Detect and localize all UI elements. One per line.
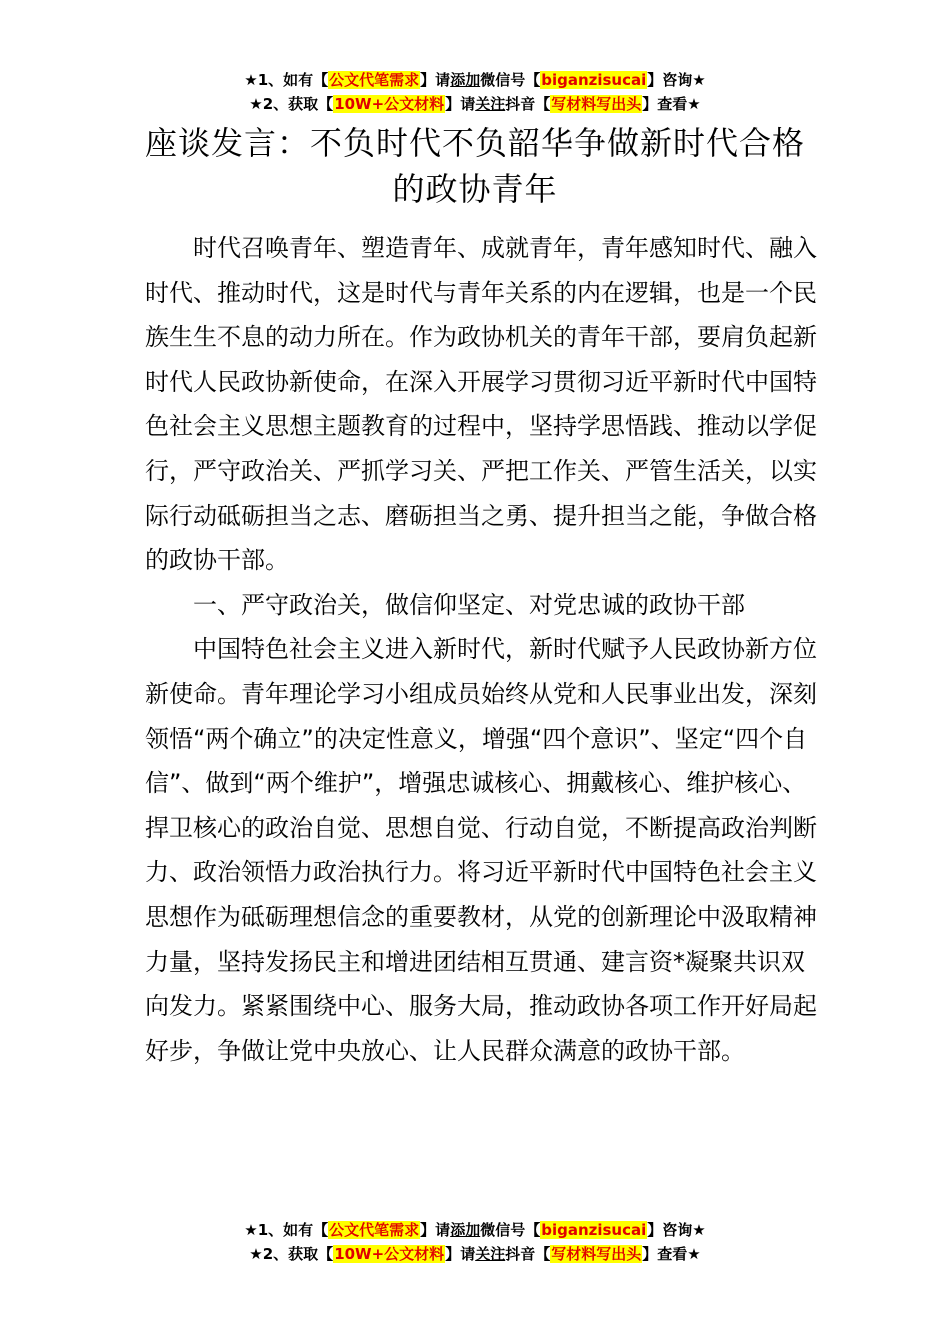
banner-underline: 添加	[450, 1221, 481, 1239]
banner-text: ★2、获取【	[249, 1245, 334, 1263]
banner-line-1	[0, 1218, 950, 1242]
banner-highlight: biganzisucai	[541, 1221, 647, 1239]
banner-text: 抖音【	[505, 95, 551, 113]
banner-text: 】请	[420, 71, 451, 89]
banner-text: 】请	[445, 1245, 476, 1263]
paragraph: 时代召唤青年、塑造青年、成就青年，青年感知时代、融入时代、推动时代，这是时代与青年关系的内在逻辑，也是一个民族生生不息的动力所在。作为政协机关的青年干部，要肩负起新时代人民政协新使命，在深入开展学习贯彻习近平新时代中国特色社会主义思想主题教育的过程中，坚持学思悟践、推动以学促行，严守政治关、严抓学习关、严把工作关、严管生活关，以实际行动砥砺担当之志、磨砺担当之勇、提升担当之能，争做合格的政协干部。	[145, 234, 817, 575]
banner-text: 】查看★	[642, 1245, 701, 1263]
document-title: 座谈发言：不负时代不负韶华争做新时代合格的政协青年	[144, 124, 805, 208]
banner-highlight: 10W+公文材料	[334, 1245, 445, 1263]
banner-text: ★2、获取【	[249, 95, 334, 113]
banner-line-1	[0, 68, 950, 92]
banner-highlight: biganzisucai	[541, 71, 647, 89]
banner-text: ★1、如有【	[244, 1221, 329, 1239]
banner-highlight: 写材料写出头	[551, 1245, 642, 1263]
banner-text: 】咨询★	[647, 1221, 706, 1239]
section-heading: 一、严守政治关，做信仰坚定、对党忠诚的政协干部	[193, 590, 745, 619]
banner-highlight: 公文代笔需求	[329, 1221, 420, 1239]
banner-text: 】请	[445, 95, 476, 113]
banner-line-2	[0, 1242, 950, 1266]
banner-text: 抖音【	[505, 1245, 551, 1263]
banner-text: 】查看★	[642, 95, 701, 113]
banner-line-2	[0, 92, 950, 116]
banner-text: 微信号【	[480, 71, 541, 89]
banner-underline: 关注	[475, 1245, 506, 1263]
banner-highlight: 公文代笔需求	[329, 71, 420, 89]
banner-underline: 添加	[450, 71, 481, 89]
banner-highlight: 写材料写出头	[551, 95, 642, 113]
banner-text: 】咨询★	[647, 71, 706, 89]
paragraph: 中国特色社会主义进入新时代，新时代赋予人民政协新方位新使命。青年理论学习小组成员始终从党和人民事业出发，深刻领悟“两个确立”的决定性意义，增强“四个意识”、坚定“四个自信”、做到“两个维护”，增强忠诚核心、拥戴核心、维护核心、捍卫核心的政治自觉、思想自觉、行动自觉，不断提高政治判断力、政治领悟力政治执行力。将习近平新时代中国特色社会主义思想作为砥砺理想信念的重要教材，从党的创新理论中汲取精神力量，坚持发扬民主和增进团结相互贯通、建言资*凝聚共识双向发力。紧紧围绕中心、服务大局，推动政协各项工作开好局起好步，争做让党中央放心、让人民群众满意的政协干部。	[145, 635, 817, 1065]
banner-underline: 关注	[475, 95, 506, 113]
banner-text: 】请	[420, 1221, 451, 1239]
document-body	[145, 226, 821, 1073]
header-banner	[0, 68, 950, 116]
banner-text: 微信号【	[480, 1221, 541, 1239]
banner-highlight: 10W+公文材料	[334, 95, 445, 113]
banner-text: ★1、如有【	[244, 71, 329, 89]
footer-banner	[0, 1218, 950, 1266]
